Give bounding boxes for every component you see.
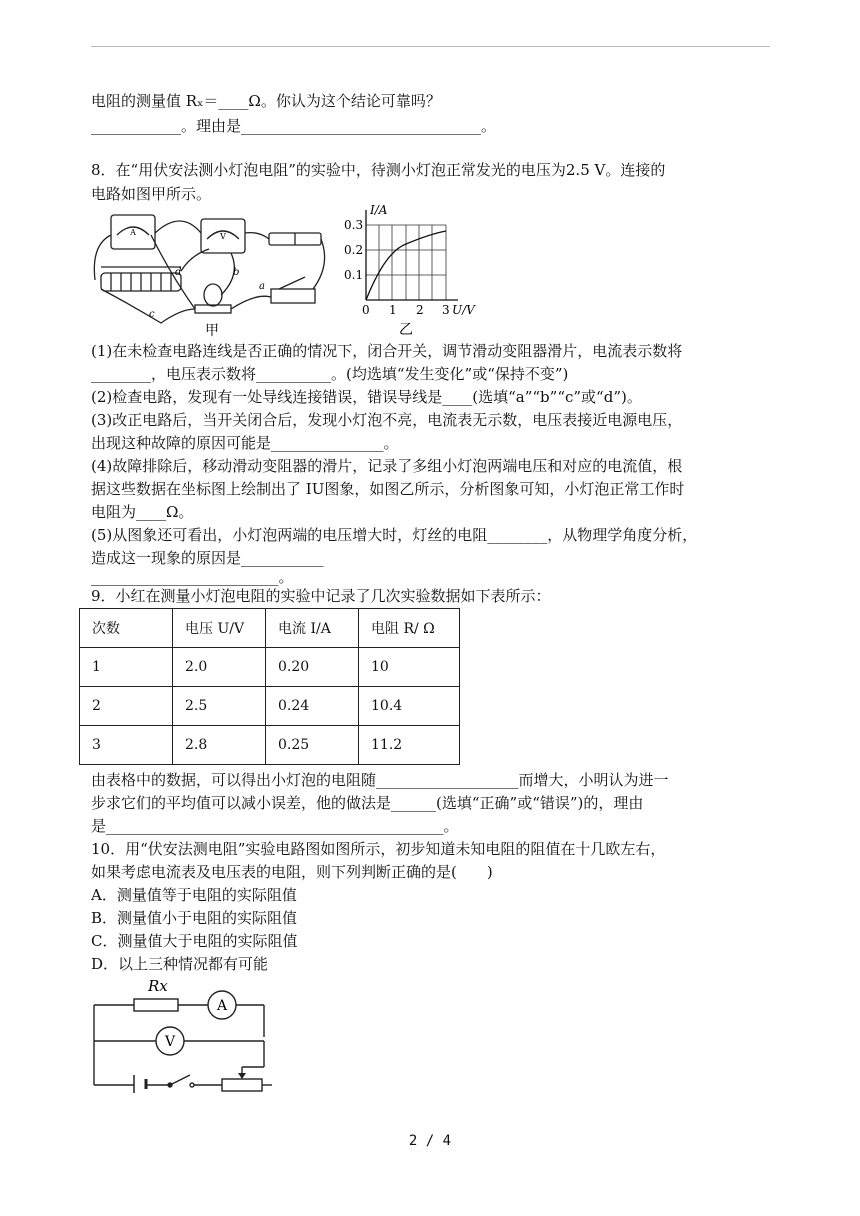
wire-d-label: d: [175, 267, 182, 278]
q9-intro-line: 9．小红在测量小灯泡电阻的实验中记录了几次实验数据如下表所示：: [91, 587, 551, 605]
x-axis-label: U/V: [452, 303, 475, 317]
switch-icon: [271, 289, 315, 303]
q10-line-2: 如果考虑电流表及电压表的电阻，则下列判断正确的是( ): [91, 863, 493, 881]
switch-symbol-icon: [170, 1075, 190, 1085]
q8-text-line-1: 8．在“用伏安法测小灯泡电阻”的实验中，待测小灯泡正常发光的电压为2.5 V。连接的: [91, 161, 666, 179]
ammeter-label: A: [130, 228, 136, 237]
table-cell: 0.24: [266, 687, 359, 726]
wire-b-label: b: [233, 267, 240, 278]
ammeter-symbol-label: A: [216, 998, 228, 1014]
figure-yi-graph: [340, 200, 500, 340]
q8-3-line-2: 出现这种故障的原因可能是_______________。: [91, 434, 399, 452]
table-cell: 11.2: [359, 726, 460, 765]
table-cell: 0.20: [266, 648, 359, 687]
q10-option-d: D．以上三种情况都有可能: [91, 955, 269, 973]
x-tick-1: 1: [389, 303, 397, 317]
q8-text-line-2: 电路如图甲所示。: [91, 185, 212, 203]
table-row: [80, 687, 460, 726]
y-tick-02: 0.2: [344, 243, 364, 257]
q7-text-line-2: ____________。理由是________________________________。: [91, 117, 497, 135]
voltmeter-label: V: [220, 232, 226, 241]
q10-line-1: 10．用“伏安法测电阻”实验电路图如图所示，初步知道未知电阻的阻值在十几欧左右，: [91, 840, 666, 858]
q9-line-3: 是_____________________________________________。: [91, 817, 459, 835]
q9-line-1: 由表格中的数据，可以得出小灯泡的电阻随___________________而增大，小明认为进一: [91, 771, 669, 789]
figure-yi-caption: 乙: [399, 322, 413, 338]
q10-option-c: C．测量值大于电阻的实际阻值: [91, 932, 298, 950]
page-number: 2 / 4: [408, 1133, 452, 1149]
q8-1-line-1: (1)在未检查电路连线是否正确的情况下，闭合开关，调节滑动变阻器滑片，电流表示数将: [91, 342, 683, 360]
table-cell: 0.25: [266, 726, 359, 765]
resistor-rx-icon: [134, 999, 178, 1011]
table-row: [80, 726, 460, 765]
q10-option-a: A．测量值等于电阻的实际阻值: [91, 886, 297, 904]
q7-text-line-1: 电阻的测量值 Rₓ＝____Ω。你认为这个结论可靠吗？: [91, 92, 441, 110]
x-tick-3: 3: [442, 303, 450, 317]
q10-option-b: B．测量值小于电阻的实际阻值: [91, 909, 298, 927]
table-cell: 2.5: [173, 687, 266, 726]
bulb-icon: [204, 284, 222, 306]
table-header-cell: 电流 I/A: [266, 609, 359, 648]
figure-jia-caption: 甲: [205, 323, 219, 339]
q8-1-line-2: ________，电压表示数将__________。(均选填“发生变化”或“保持不变”): [91, 365, 569, 383]
q8-3-line-1: (3)改正电路后，当开关闭合后，发现小灯泡不亮，电流表无示数，电压表接近电源电压，: [91, 411, 683, 429]
wire-a-label: a: [259, 281, 265, 292]
table-header-cell: 电阻 R/ Ω: [359, 609, 460, 648]
table-cell: 2.8: [173, 726, 266, 765]
q8-5-line-3: _________________________。: [91, 568, 294, 586]
table-cell: 10: [359, 648, 460, 687]
q8-4-line-2: 据这些数据在坐标图上绘制出了 IU图象，如图乙所示，分析图象可知，小灯泡正常工作时: [91, 480, 685, 498]
table-header-cell: 电压 U/V: [173, 609, 266, 648]
table-cell: 2.0: [173, 648, 266, 687]
table-cell: 2: [80, 687, 173, 726]
q8-4-line-1: (4)故障排除后，移动滑动变阻器的滑片，记录了多组小灯泡两端电压和对应的电流值，根: [91, 457, 683, 475]
table-cell: 10.4: [359, 687, 460, 726]
header-rule: [91, 46, 770, 47]
y-tick-01: 0.1: [344, 268, 364, 282]
data-table: [79, 608, 460, 765]
q8-5-line-1: (5)从图象还可看出，小灯泡两端的电压增大时，灯丝的电阻________，从物理学角度分析，: [91, 526, 698, 544]
x-tick-2: 2: [416, 303, 424, 317]
table-row: [80, 648, 460, 687]
table-header-row: [80, 609, 460, 648]
rheostat-symbol-icon: [222, 1079, 262, 1091]
x-tick-0: 0: [362, 303, 370, 317]
table-cell: 1: [80, 648, 173, 687]
rx-label: Rx: [148, 977, 168, 995]
figure-circuit-schematic: [86, 975, 276, 1093]
table-header-cell: 次数: [80, 609, 173, 648]
figure-jia-circuit: [91, 205, 331, 340]
q8-2-line: (2)检查电路，发现有一处导线连接错误，错误导线是____(选填“a”“b”“c”或“d”)。: [91, 388, 642, 406]
table-cell: 3: [80, 726, 173, 765]
q8-4-line-3: 电阻为____Ω。: [91, 503, 194, 521]
y-axis-label: I/A: [370, 203, 388, 217]
y-tick-03: 0.3: [344, 218, 364, 232]
q8-5-line-2: 造成这一现象的原因是___________: [91, 549, 324, 567]
q9-line-2: 步求它们的平均值可以减小误差，他的做法是______(选填“正确”或“错误”)的，理由: [91, 794, 644, 812]
voltmeter-symbol-label: V: [164, 1034, 176, 1050]
wire-c-label: c: [149, 309, 155, 320]
